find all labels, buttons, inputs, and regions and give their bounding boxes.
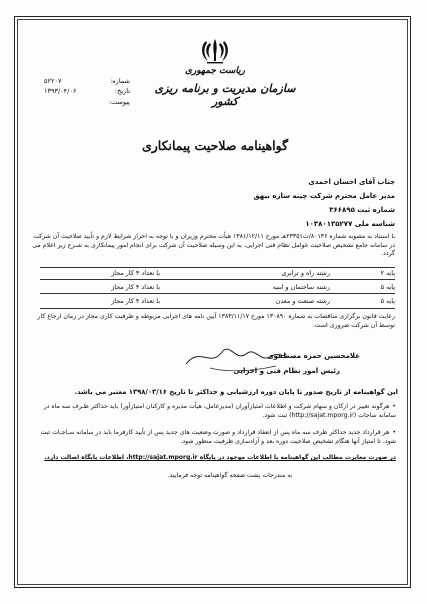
footer-note: به مندرجات پشت صفحه گواهینامه توجه فرمایید. (167, 472, 293, 479)
grade-3-count: با تعداد ۴ کار مجاز (111, 297, 160, 305)
signatory-title: رئیس امور نظام فنی و اجرایی (233, 367, 340, 375)
grade-1-field: رشته راه و ترابری (281, 269, 330, 277)
intro-paragraph: با استناد به مصوبه شماره ۸۰۱۳۶/ت۲۳۳۵۱هـ مورخ ۱۳۸۱/۱۲/۱۱ هیأت محترم وزیران و با توجه به احراز شرایط لازم و تأیید صلاحیت آن شرکت در سامانه جامع تشخیص صلاحیت عوامل نظام فنی اجرایی، به این وسیله صلاحیت آن شرکت برای انجام امور پیمانکاری به شـرح زیر اعلام می گردد. (32, 233, 395, 257)
org-main-text: سازمان مدیریت و برنامه ریزی کشور (154, 82, 296, 108)
table-rule-1 (40, 279, 395, 280)
attachment-label: پیوست: (108, 98, 130, 106)
org-top-text: ریاست جمهوری (184, 66, 246, 76)
grade-3-field: رشته صنعت و معدن (275, 297, 330, 305)
certificate-title: گواهینامه صلاحیت پیمانکاری (141, 138, 289, 153)
number-value: ۵۲۲۰۷ (44, 77, 62, 85)
grade-1-level: پایه ۲ (380, 269, 395, 277)
note-1: • هرگونه تغییر در ارکان و سهام شرکت و اطلاعات امتیازآوران (مدیرعامل، هیأت مدیره و کارکنان امتیازآور) باید حداکثر ظـرف سه ماه در سامانه ساجات (http://sajat.mporg.ir) ثبت شود. (30, 403, 396, 420)
table-bottom-rule (40, 308, 395, 309)
grade-2-count: با تعداد ۴ کار مجاز (111, 283, 160, 291)
grade-2-field: رشته ساختمان و ابنیه (272, 283, 330, 291)
date-value: ۱۳۹۳/۰۴/۰۶ (44, 87, 77, 95)
validity-statement: این گواهینامه از تاریخ صدور تا پایان دوره ارزشیابی و حداکثر تا تاریخ ۱۳۹۸/۰۳/۱۶ معتبر می باشد. (74, 388, 398, 396)
recipient-position: مدیر عامل محترم شرکت چینه سازه بیهق (253, 192, 395, 200)
grade-1-count: با تعداد ۳ کار مجاز (111, 269, 160, 277)
compliance-paragraph: رعایت قانون برگزاری مناقصات به شماره ۱۳۰۸۹۰ مورخ ۱۳۸۳/۱۱/۱۷ آیین نامه های اجرایی مربوطه و ظرفیت کاری مجاز در زمان ارجاع کار توسط آن شرکت ضروری است. (37, 313, 395, 329)
number-label: شماره: (110, 77, 130, 85)
registration-number: شماره ثبت ۳۶۶۸۹۵ (329, 206, 395, 214)
national-id: شناسه ملی ۱۰۳۸۰۱۳۵۲۷۷ (305, 220, 395, 228)
note-2: • هر قرارداد جدید حداکثر ظرف سه ماه پس از انعقاد قرارداد و صورت وضعیت های جدید پس از تأیید کارفرما باید در سامانه سـاجـات ثبت شود، تا امتیاز آنها هنگام تشخیص صلاحیت دوره بعد و آزادسازی ظرفیت منظور شود. (30, 429, 396, 446)
emblem-icon (200, 37, 230, 65)
grade-3-level: پایه ۵ (380, 297, 395, 305)
recipient-salutation: جناب آقای احسان احمدی (308, 178, 395, 186)
table-rule-2 (40, 293, 395, 294)
date-label: تاریخ: (114, 87, 130, 95)
signatory-name: غلامحسین حمزه مصطفوی (267, 352, 360, 360)
grade-2-level: پایه ۵ (380, 283, 395, 291)
footer-bold-note: در صورت مغایرت مطالب این گواهینامه با اطلاعات موجود در پایگاه http://sajat.mporg.ir، اطلاعات پایگاه اصالت دارد. (44, 454, 396, 461)
table-top-rule (40, 267, 395, 268)
